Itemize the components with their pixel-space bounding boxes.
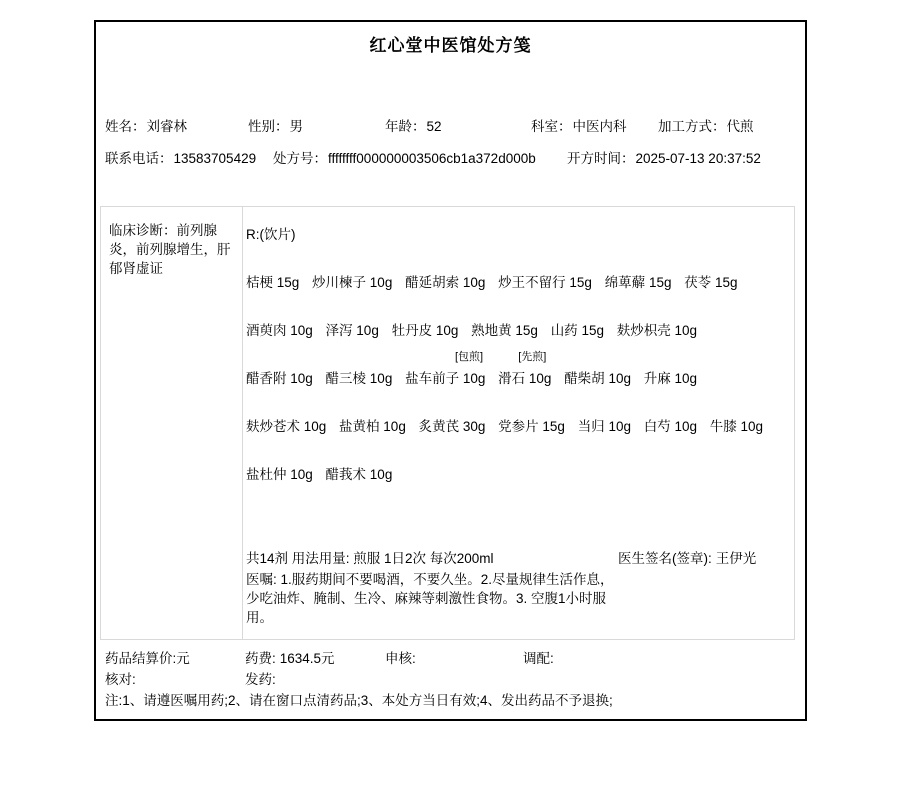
field-label: 发药:: [245, 672, 276, 687]
field-rx-time: [567, 150, 805, 167]
field-label: 加工方式：: [658, 119, 726, 134]
usage-row: [246, 551, 794, 566]
herb-line: [246, 275, 794, 290]
prescription-sheet: [94, 20, 807, 721]
field-department: [531, 118, 658, 135]
settlement-row-2: [105, 669, 805, 690]
diagnosis-value: 前列腺炎，前列腺增生，肝郁肾虚证: [109, 223, 231, 276]
field-check: [105, 669, 245, 690]
field-value: 中医内科: [572, 119, 627, 134]
field-label: 药费:: [245, 651, 276, 666]
herb-item: 盐杜仲 10g: [246, 467, 313, 482]
field-label: 申核:: [385, 651, 416, 666]
prescription-body: [100, 206, 795, 640]
herb-item: 炙黄芪 30g: [418, 419, 486, 434]
patient-info-row-1: [105, 118, 805, 135]
usage-block: [246, 551, 794, 627]
herb-line: [246, 371, 794, 386]
herb-item: 炒川楝子 10g: [312, 275, 393, 290]
field-value: 13583705429: [173, 151, 257, 166]
field-label: 姓名：: [105, 119, 146, 134]
herb-item: 醋香附 10g: [246, 371, 313, 386]
field-label: 调配:: [523, 651, 554, 666]
field-value: 52: [426, 119, 442, 134]
field-gender: [248, 118, 385, 135]
patient-info-row-2: [105, 150, 805, 167]
usage-summary: 共14剂 用法用量: 煎服 1日2次 每次200ml: [246, 551, 494, 566]
field-value: 代煎: [726, 119, 754, 134]
herb-item: 山药 15g: [550, 323, 604, 338]
herb-item: 盐黄柏 10g: [339, 419, 406, 434]
field-review: [385, 648, 523, 669]
herb-list-panel: [243, 207, 794, 639]
field-label: 年龄：: [385, 119, 426, 134]
field-value: 2025-07-13 20:37:52: [635, 151, 761, 166]
footer-note: 注:1、请遵医嘱用药;2、请在窗口点清药品;3、本处方当日有效;4、发出药品不予退换;: [105, 693, 613, 708]
doctor-signature-label: 医生签名(签章):: [618, 551, 712, 566]
herb-item: 酒萸肉 10g: [246, 323, 313, 338]
field-value: 元: [176, 651, 190, 666]
herb-item: 熟地黄 15g: [471, 323, 538, 338]
herb-item: 党参片 15g: [498, 419, 565, 434]
herb-item: 升麻 10g: [643, 371, 698, 386]
field-processing: [658, 118, 805, 135]
herb-line: [246, 323, 794, 338]
rx-header: R:(饮片): [246, 227, 296, 242]
field-dispense: [245, 669, 805, 690]
medical-advice: 医嘱: 1.服药期间不要喝酒，不要久坐。2.尽量规律生活作息，少吃油炸、腌制、生冷、麻辣等刺激性食物。3. 空腹1小时服用。: [246, 572, 614, 625]
herb-item: 牡丹皮 10g: [391, 323, 459, 338]
field-name: [105, 118, 248, 135]
decoction-note-baojian: [包煎]: [455, 351, 484, 363]
settlement-footer: [105, 648, 805, 711]
diagnosis-label: 临床诊断：: [109, 223, 177, 238]
field-label: 核对:: [105, 672, 136, 687]
herb-item: 炒王不留行 15g: [498, 275, 592, 290]
field-phone: [105, 150, 273, 167]
field-label: 处方号：: [273, 151, 327, 166]
field-settlement-price: [105, 648, 245, 669]
herb-item: 醋延胡索 10g: [405, 275, 486, 290]
field-label: 联系电话：: [105, 151, 173, 166]
herb-line: [246, 467, 794, 482]
field-value: ffffffff000000003506cb1a372d000b: [328, 151, 536, 166]
field-age: [385, 118, 531, 135]
herb-item: 麸炒枳壳 10g: [616, 323, 698, 338]
herb-item: 醋莪术 10g: [325, 467, 393, 482]
field-label: 性别：: [248, 119, 289, 134]
herb-item: 醋三棱 10g: [325, 371, 393, 386]
field-medicine-fee: [245, 648, 385, 669]
herb-item: 麸炒苍术 10g: [246, 419, 327, 434]
herb-item: 白芍 10g: [643, 419, 698, 434]
decoction-note-xianjian: [先煎]: [518, 351, 547, 363]
doctor-signature: [618, 551, 756, 566]
field-label: 药品结算价:: [105, 651, 177, 666]
field-label: 科室：: [531, 119, 572, 134]
clinical-diagnosis: [101, 207, 243, 639]
herb-item: 当归 10g: [577, 419, 631, 434]
herb-item: 茯苓 15g: [684, 275, 738, 290]
herb-item: 滑石 10g: [498, 371, 552, 386]
herb-item: 桔梗 15g: [246, 275, 300, 290]
herb-item: 牛膝 10g: [709, 419, 764, 434]
field-label: 开方时间：: [567, 151, 635, 166]
field-dispense-prepare: [523, 648, 805, 669]
field-value: 男: [289, 119, 303, 134]
herb-item: 醋柴胡 10g: [564, 371, 631, 386]
field-value: 1634.5元: [279, 651, 335, 666]
herb-item: 盐车前子 10g: [405, 371, 486, 386]
herb-item: 绵萆薢 15g: [604, 275, 672, 290]
field-rx-number: [273, 150, 567, 167]
herb-line: [246, 419, 794, 434]
decoction-note-row: [246, 351, 794, 363]
doctor-name: 王伊光: [715, 551, 757, 566]
field-value: 刘睿林: [146, 119, 187, 134]
herb-item: 泽泻 10g: [325, 323, 379, 338]
page-title: 红心堂中医馆处方笺: [369, 36, 532, 55]
settlement-row-1: [105, 648, 805, 669]
